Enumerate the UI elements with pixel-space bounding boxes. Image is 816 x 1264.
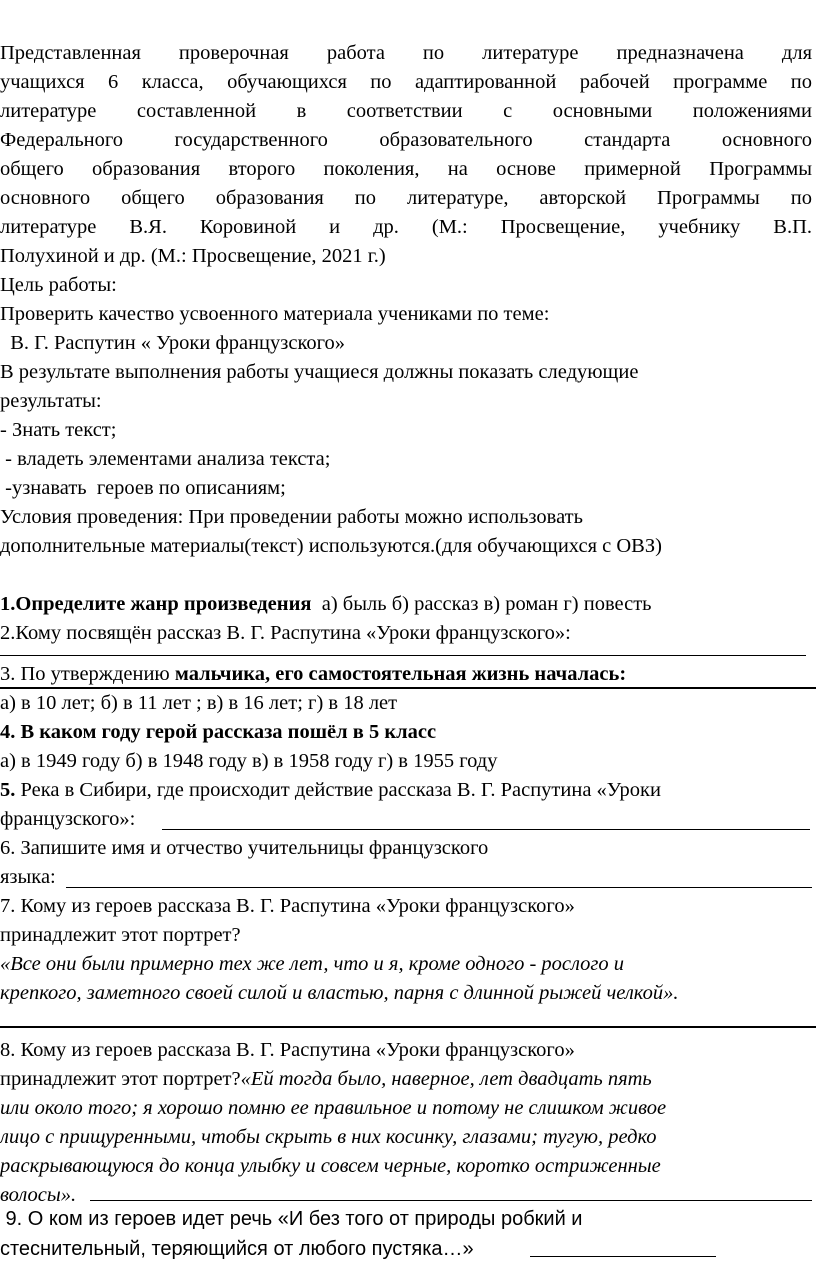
answer-line-q9[interactable] <box>530 1256 716 1257</box>
question-7: 7. Кому из героев рассказа В. Г. Распутина «Уроки французского» <box>0 895 575 917</box>
question-3-options: а) в 10 лет; б) в 11 лет ; в) в 16 лет; г) в 18 лет <box>0 692 398 714</box>
intro-line: Полухиной и др. (М.: Просвещение, 2021 г.) <box>0 245 386 267</box>
question-7-quote: «Все они были примерно тех же лет, что и я, кроме одного - рослого и <box>0 953 625 975</box>
question-4-options: а) в 1949 году б) в 1948 году в) в 1958 году г) в 1955 году <box>0 750 498 772</box>
goal-label: Цель работы: <box>0 274 117 296</box>
intro-line: учащихся 6 класса, обучающихся по адаптированной рабочей программе по <box>0 71 812 93</box>
conditions-line: дополнительные материалы(текст) используются.(для обучающихся с ОВЗ) <box>0 535 662 557</box>
intro-line: Федерального государственного образовательного стандарта основного <box>0 129 812 151</box>
question-6-line2: языка: <box>0 866 56 888</box>
intro-line: основного общего образования по литературе, авторской Программы по <box>0 187 812 209</box>
answer-line-q2[interactable] <box>0 655 806 656</box>
question-1 <box>0 590 652 619</box>
results-intro-line: результаты: <box>0 390 102 412</box>
answer-line-q5[interactable] <box>162 829 810 830</box>
question-4-title: 4. В каком году герой рассказа пошёл в 5 класс <box>0 721 437 743</box>
question-3 <box>0 660 626 689</box>
question-7-quote: крепкого, заметного своей силой и властью, парня с длинной рыжей челкой». <box>0 982 679 1004</box>
intro-line: литературе составленной в соответствии с основными положениями <box>0 100 812 122</box>
answer-line-q7[interactable] <box>0 1026 816 1028</box>
question-9-line2: стеснительный, теряющийся от любого пустяка…» <box>0 1238 474 1260</box>
question-8-line2: принадлежит этот портрет?«Ей тогда было, наверное, лет двадцать пять <box>0 1068 652 1090</box>
answer-line-q8[interactable] <box>90 1200 812 1201</box>
question-7-line2: принадлежит этот портрет? <box>0 924 241 946</box>
question-4 <box>0 718 436 747</box>
question-5-text: Река в Сибири, где происходит действие рассказа В. Г. Распутина «Уроки <box>15 779 661 801</box>
intro-line: общего образования второго поколения, на основе примерной Программы <box>0 158 812 180</box>
answer-line-q6[interactable] <box>66 887 812 888</box>
conditions-line: Условия проведения: При проведении работы можно использовать <box>0 506 583 528</box>
question-8-quote: лицо с прищуренными, чтобы скрыть в них косинку, глазами; тугую, редко <box>0 1126 657 1148</box>
question-1-title: 1.Определите жанр произведения <box>0 593 312 615</box>
question-8: 8. Кому из героев рассказа В. Г. Распутина «Уроки французского» <box>0 1039 575 1061</box>
result-item: - Знать текст; <box>0 419 117 441</box>
question-6: 6. Запишите имя и отчество учительницы французского <box>0 837 489 859</box>
intro-paragraph <box>0 39 812 271</box>
question-5-number: 5. <box>0 779 16 801</box>
results-intro-line: В результате выполнения работы учащиеся должны показать следующие <box>0 361 639 383</box>
question-8-quote: раскрывающуюся до конца улыбку и совсем черные, коротко остриженные <box>0 1155 661 1177</box>
question-8-quote: или около того; я хорошо помню ее правильное и потому не слишком живое <box>0 1097 667 1119</box>
question-3-bold: мальчика, его самостоятельная жизнь началась: <box>174 663 627 685</box>
question-2: 2.Кому посвящён рассказ В. Г. Распутина «Уроки французского»: <box>0 622 571 644</box>
result-item: -узнавать героев по описаниям; <box>0 477 286 499</box>
intro-line: литературе В.Я. Коровиной и др. (М.: Просвещение, учебнику В.П. <box>0 216 812 238</box>
question-8-quote: волосы». <box>0 1184 77 1206</box>
question-5-line2: французского»: <box>0 808 136 830</box>
intro-line: Представленная проверочная работа по литературе предназначена для <box>0 42 812 64</box>
question-3-prefix: 3. По утверждению <box>0 663 175 685</box>
question-1-options: а) быль б) рассказ в) роман г) повесть <box>311 593 652 615</box>
goal-text: Проверить качество усвоенного материала учениками по теме: <box>0 303 550 325</box>
question-9: 9. О ком из героев идет речь «И без того от природы робкий и <box>0 1208 583 1230</box>
topic-line: В. Г. Распутин « Уроки французского» <box>0 332 346 354</box>
result-item: - владеть элементами анализа текста; <box>0 448 331 470</box>
question-5 <box>0 776 661 805</box>
